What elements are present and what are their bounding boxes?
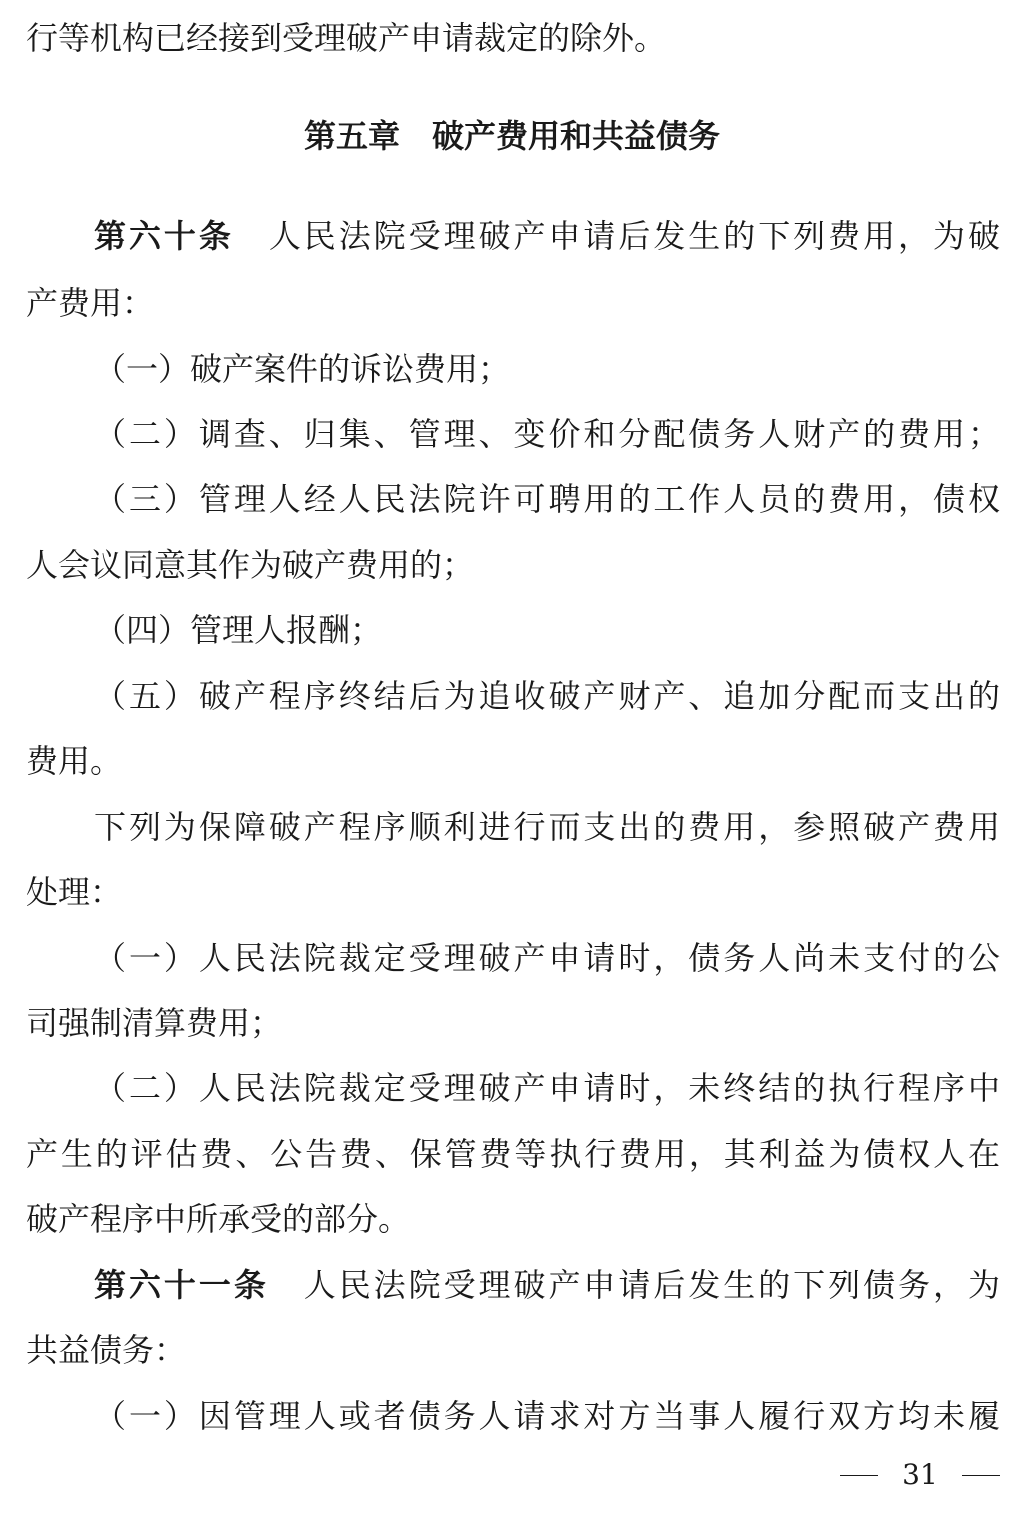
page-footer bbox=[840, 1455, 1000, 1495]
article-heading: 第六十一条 bbox=[94, 1266, 269, 1304]
chapter-title: 第五章 破产费用和共益债务 bbox=[303, 117, 720, 155]
article-61-first-line bbox=[94, 1265, 1000, 1305]
footer-dash-right bbox=[962, 1475, 1000, 1476]
body-line: 产生的评估费、公告费、保管费等执行费用，其利益为债权人在 bbox=[26, 1135, 1000, 1173]
article-text: 人民法院受理破产申请后发生的下列债务，为 bbox=[303, 1266, 1000, 1304]
body-line: 费用。 bbox=[26, 742, 123, 780]
article-text: 人民法院受理破产申请后发生的下列费用，为破 bbox=[268, 217, 1000, 255]
list-item: （三）管理人经人民法院许可聘用的工作人员的费用，债权 bbox=[94, 480, 1000, 518]
list-item: （二）调查、归集、管理、变价和分配债务人财产的费用； bbox=[94, 415, 1000, 453]
list-item: （一）人民法院裁定受理破产申请时，债务人尚未支付的公 bbox=[94, 939, 1000, 977]
body-line: 处理： bbox=[26, 873, 123, 911]
body-line: 共益债务： bbox=[26, 1331, 187, 1369]
list-item: （二）人民法院裁定受理破产申请时，未终结的执行程序中 bbox=[94, 1069, 1000, 1107]
list-item: （一）破产案件的诉讼费用； bbox=[94, 350, 511, 388]
footer-dash-left bbox=[840, 1475, 878, 1476]
body-line: 司强制清算费用； bbox=[26, 1004, 283, 1042]
article-heading: 第六十条 bbox=[94, 217, 234, 255]
body-line: 行等机构已经接到受理破产申请裁定的除外。 bbox=[26, 19, 667, 57]
list-item: （五）破产程序终结后为追收破产财产、追加分配而支出的 bbox=[94, 677, 1000, 715]
page-number: 31 bbox=[902, 1458, 938, 1491]
list-item: （四）管理人报酬； bbox=[94, 611, 383, 649]
list-item: （一）因管理人或者债务人请求对方当事人履行双方均未履 bbox=[94, 1397, 1000, 1435]
body-line: 产费用： bbox=[26, 284, 155, 322]
body-line: 破产程序中所承受的部分。 bbox=[26, 1200, 411, 1238]
paragraph-line: 下列为保障破产程序顺利进行而支出的费用，参照破产费用 bbox=[94, 808, 1000, 846]
article-60-first-line bbox=[94, 216, 1000, 256]
body-line: 人会议同意其作为破产费用的； bbox=[26, 546, 475, 584]
